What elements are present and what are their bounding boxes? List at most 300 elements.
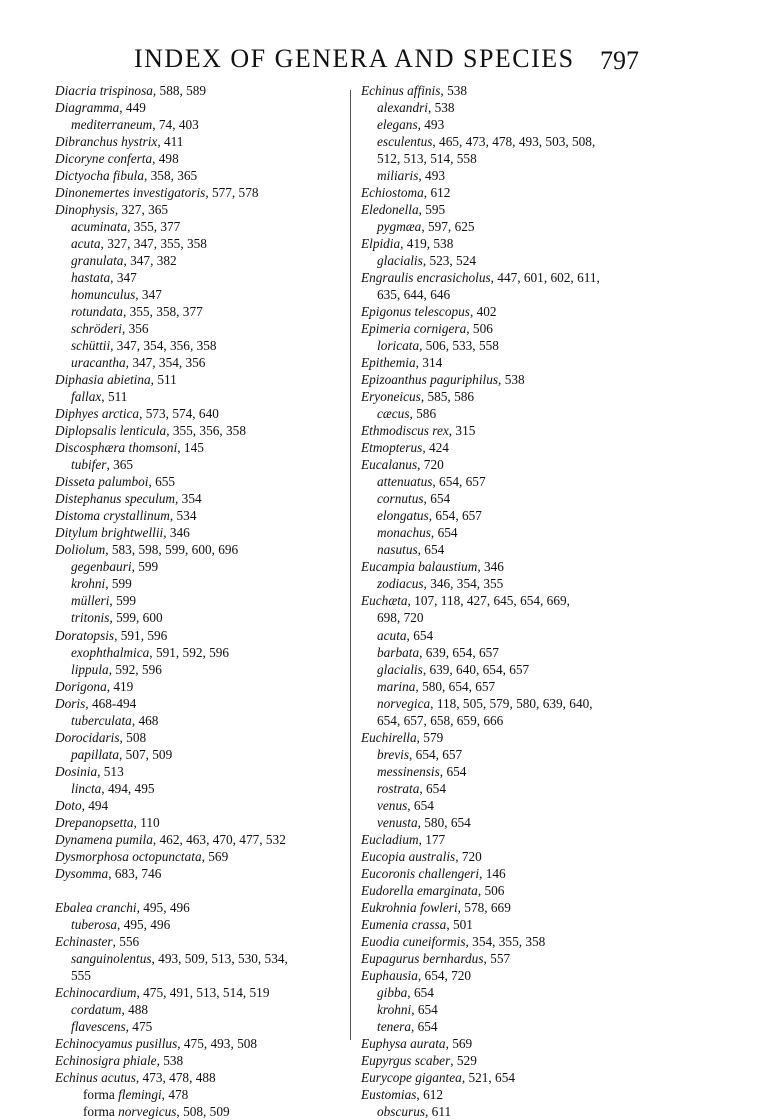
page-references: , 654, 657 xyxy=(409,746,463,762)
page-references: , 513 xyxy=(97,763,124,779)
index-subentry xyxy=(361,167,751,184)
page-references: , 402 xyxy=(469,304,497,320)
page-references: , 346 xyxy=(163,525,190,541)
page-references: , 588, 589 xyxy=(152,83,207,98)
index-entry xyxy=(361,558,751,575)
taxon-name: Distoma crystallinum xyxy=(55,508,170,524)
taxon-name: barbata xyxy=(377,644,420,660)
index-entry xyxy=(55,473,345,490)
index-entry xyxy=(55,899,345,916)
taxon-name: gegenbauri xyxy=(71,559,132,575)
index-subentry xyxy=(361,575,751,592)
page-references: , 538 xyxy=(498,372,525,388)
taxon-name: marina xyxy=(377,678,416,694)
taxon-name: Euchæta xyxy=(361,593,408,609)
index-subentry xyxy=(361,627,751,644)
index-subentry xyxy=(361,814,751,831)
index-entry xyxy=(361,1035,751,1052)
page-references: , 654 xyxy=(407,984,434,1000)
taxon-name: Eupagurus bernhardus xyxy=(361,950,484,966)
index-subentry xyxy=(55,1086,345,1103)
page-header xyxy=(0,44,776,84)
index-subentry xyxy=(55,1018,345,1035)
index-entry xyxy=(55,695,345,712)
taxon-name: cornutus xyxy=(377,491,424,507)
taxon-name: krohni xyxy=(377,1001,412,1017)
index-entry xyxy=(55,490,345,507)
page-references: 654, 657, 658, 659, 666 xyxy=(377,712,504,728)
page-references: , 494, 495 xyxy=(101,780,155,796)
index-entry xyxy=(361,933,751,950)
taxon-name: elegans xyxy=(377,117,418,133)
taxon-name: acuta xyxy=(377,627,407,643)
page-references: , 511 xyxy=(150,372,177,388)
page-references: , 585, 586 xyxy=(420,389,475,405)
taxon-name: Echinaster xyxy=(55,933,113,949)
taxon-name: granulata xyxy=(71,253,124,269)
taxon-name: uracantha xyxy=(71,355,126,371)
taxon-name: exophthalmica xyxy=(71,644,150,660)
page-references: , 346 xyxy=(477,559,504,575)
index-entry xyxy=(55,99,345,116)
section-gap xyxy=(55,882,345,899)
index-subentry xyxy=(361,116,751,133)
page-references: 555 xyxy=(71,967,91,983)
page-references: , 475 xyxy=(125,1018,153,1034)
page-references: , 639, 640, 654, 657 xyxy=(422,661,530,677)
page-references: , 506, 533, 558 xyxy=(419,338,499,354)
index-entry xyxy=(361,371,751,388)
page-references: , 591, 592, 596 xyxy=(149,644,230,660)
index-continuation xyxy=(361,609,751,626)
page-references: , 315 xyxy=(448,423,476,439)
index-subentry xyxy=(55,116,345,133)
index-entry xyxy=(361,184,751,201)
taxon-name: Echinosigra phiale xyxy=(55,1052,157,1068)
page-references: 512, 513, 514, 558 xyxy=(377,151,477,167)
taxon-name: tenera xyxy=(377,1018,411,1034)
page-references: , 355, 358, 377 xyxy=(122,304,203,320)
page-references: , 595 xyxy=(418,202,446,218)
taxon-name: hastata xyxy=(71,270,111,286)
taxon-name: Euphausia xyxy=(361,967,418,983)
page-references: , 424 xyxy=(422,440,449,456)
index-subentry xyxy=(361,541,751,558)
taxon-name: flemingi xyxy=(118,1086,162,1102)
taxon-name: Drepanopsetta xyxy=(55,814,134,830)
page-references: , 556 xyxy=(112,933,140,949)
page-references: , 523, 524 xyxy=(422,253,476,269)
left-index-column xyxy=(55,82,345,1120)
page-references: , 720 xyxy=(455,848,482,864)
taxon-name: obscurus xyxy=(377,1103,426,1119)
taxon-name: lippula xyxy=(71,661,109,677)
index-subentry xyxy=(361,524,751,541)
page-references: , 508 xyxy=(119,729,147,745)
index-entry xyxy=(55,150,345,167)
page-references: , 478 xyxy=(161,1086,189,1102)
taxon-name: sanguinolentus xyxy=(71,950,152,966)
taxon-name: glacialis xyxy=(377,253,423,269)
index-subentry xyxy=(55,235,345,252)
page-references: , 465, 473, 478, 493, 503, 508, xyxy=(432,134,596,150)
taxon-name: Etmopterus xyxy=(361,440,423,456)
page-references: , 654 xyxy=(439,763,467,779)
index-subentry xyxy=(361,405,751,422)
index-subentry xyxy=(361,797,751,814)
index-entry xyxy=(361,916,751,933)
taxon-name: fallax xyxy=(71,389,102,405)
taxon-name: Eurycope gigantea xyxy=(361,1069,462,1085)
page-references: , 521, 654 xyxy=(461,1069,515,1085)
page-references: , 557 xyxy=(483,950,511,966)
index-entry xyxy=(361,82,751,99)
page-references: , 655 xyxy=(148,474,176,490)
page-references: , 612 xyxy=(423,185,451,201)
index-entry xyxy=(55,1052,345,1069)
index-entry xyxy=(55,541,345,558)
page-number: 797 xyxy=(600,46,639,75)
index-entry xyxy=(55,933,345,950)
entry-prefix: forma xyxy=(83,1086,119,1102)
page-references: , 654, 720 xyxy=(417,967,472,983)
index-subentry xyxy=(55,354,345,371)
taxon-name: Doris xyxy=(55,695,86,711)
index-entry xyxy=(361,1052,751,1069)
page-references: , 654 xyxy=(419,780,446,796)
page-references: , 346, 354, 355 xyxy=(423,576,504,592)
taxon-name: Eupyrgus scaber xyxy=(361,1052,451,1068)
taxon-name: gibba xyxy=(377,984,408,1000)
index-subentry xyxy=(361,252,751,269)
taxon-name: Diacria trispinosa xyxy=(55,83,153,98)
taxon-name: Dinonemertes investigatoris xyxy=(55,185,206,201)
index-entry xyxy=(55,405,345,422)
page-references: , 498 xyxy=(152,151,179,167)
index-subentry xyxy=(361,133,751,150)
index-subentry xyxy=(55,712,345,729)
taxon-name: acuminata xyxy=(71,219,128,235)
page-references: , 449 xyxy=(119,100,146,116)
index-subentry xyxy=(55,780,345,797)
page-references: , 580, 654 xyxy=(417,814,471,830)
taxon-name: Epizoanthus paguriphilus xyxy=(361,372,499,388)
page-references: , 488 xyxy=(121,1001,149,1017)
index-entry xyxy=(361,899,751,916)
index-entry xyxy=(361,439,751,456)
page-references: , 599 xyxy=(105,576,132,592)
page-references: , 654, 657 xyxy=(428,508,482,524)
page-references: , 358, 365 xyxy=(144,168,198,184)
taxon-name: Dorigona xyxy=(55,678,107,694)
page-references: , 74, 403 xyxy=(152,117,199,133)
index-continuation xyxy=(361,712,751,729)
index-entry xyxy=(361,1069,751,1086)
page-references: , 683, 746 xyxy=(108,865,162,881)
taxon-name: Echinus acutus xyxy=(55,1069,136,1085)
index-subentry xyxy=(55,303,345,320)
taxon-name: Ethmodiscus rex xyxy=(361,423,449,439)
page-references: , 538 xyxy=(440,83,468,98)
taxon-name: alexandri xyxy=(377,100,428,116)
page-references: , 654, 657 xyxy=(432,474,486,490)
index-entry xyxy=(55,184,345,201)
taxon-name: tritonis xyxy=(71,610,110,626)
taxon-name: zodiacus xyxy=(377,576,424,592)
taxon-name: Echinocyamus pusillus xyxy=(55,1035,178,1051)
page-references: , 493, 509, 513, 530, 534, xyxy=(151,950,288,966)
taxon-name: Elpidia xyxy=(361,236,401,252)
taxon-name: Doto xyxy=(55,797,82,813)
index-subentry xyxy=(361,1001,751,1018)
taxon-name: Diphyes arctica xyxy=(55,406,140,422)
index-entry xyxy=(55,984,345,1001)
page-references: , 639, 654, 657 xyxy=(419,644,499,660)
page-references: , 654 xyxy=(407,797,434,813)
taxon-name: norvegica xyxy=(377,695,431,711)
index-entry xyxy=(55,1069,345,1086)
taxon-name: Epithemia xyxy=(361,355,416,371)
page-references: , 599, 600 xyxy=(109,610,163,626)
taxon-name: mülleri xyxy=(71,593,110,609)
page-references: , 494 xyxy=(81,797,109,813)
page-references: , 473, 478, 488 xyxy=(135,1069,216,1085)
taxon-name: Eudorella emarginata xyxy=(361,882,478,898)
taxon-name: glacialis xyxy=(377,661,423,677)
page-references: , 583, 598, 599, 600, 696 xyxy=(105,542,239,558)
page-references: , 569 xyxy=(445,1035,473,1051)
page-references: , 365 xyxy=(106,457,134,473)
taxon-name: Dysomma xyxy=(55,865,109,881)
page-references: , 493 xyxy=(418,168,445,184)
index-entry xyxy=(55,627,345,644)
page-references: , 447, 601, 602, 611, xyxy=(490,270,600,286)
page-references: , 578, 669 xyxy=(457,899,511,915)
page-references: , 573, 574, 640 xyxy=(139,406,219,422)
page-references: , 347, 354, 356, 358 xyxy=(110,338,217,354)
page-references: 698, 720 xyxy=(377,610,424,626)
page-references: , 411 xyxy=(157,134,184,150)
index-subentry xyxy=(55,1001,345,1018)
index-entry xyxy=(361,422,751,439)
index-entry xyxy=(361,303,751,320)
index-subentry xyxy=(55,320,345,337)
index-subentry xyxy=(361,490,751,507)
page-references: , 493 xyxy=(417,117,445,133)
index-entry xyxy=(361,235,751,252)
index-entry xyxy=(55,1035,345,1052)
index-entry xyxy=(55,848,345,865)
page-references: , 580, 654, 657 xyxy=(415,678,496,694)
index-entry xyxy=(55,82,345,99)
index-entry xyxy=(361,269,751,286)
index-entry xyxy=(361,320,751,337)
taxon-name: schüttii xyxy=(71,338,111,354)
index-subentry xyxy=(55,269,345,286)
index-subentry xyxy=(361,746,751,763)
taxon-name: Eukrohnia fowleri xyxy=(361,899,458,915)
page-references: , 654 xyxy=(423,491,451,507)
index-entry xyxy=(361,831,751,848)
taxon-name: Eucladium xyxy=(361,831,419,847)
index-subentry xyxy=(55,950,345,967)
index-entry xyxy=(55,831,345,848)
index-subentry xyxy=(55,218,345,235)
page-references: , 327, 347, 355, 358 xyxy=(100,236,207,252)
taxon-name: Eumenia crassa xyxy=(361,916,447,932)
index-entry xyxy=(361,848,751,865)
index-entry xyxy=(55,678,345,695)
taxon-name: Diagramma xyxy=(55,100,120,116)
page-references: , 577, 578 xyxy=(205,185,259,201)
index-entry xyxy=(55,524,345,541)
index-entry xyxy=(55,422,345,439)
entry-prefix: forma xyxy=(83,1103,119,1119)
page-references: , 654 xyxy=(430,525,458,541)
taxon-name: mediterraneum xyxy=(71,117,153,133)
taxon-name: cordatum xyxy=(71,1001,122,1017)
page-references: , 569 xyxy=(201,848,229,864)
index-entry xyxy=(55,507,345,524)
taxon-name: monachus xyxy=(377,525,431,541)
index-entry xyxy=(361,729,751,746)
index-entry xyxy=(361,388,751,405)
page-references: , 354, 355, 358 xyxy=(465,933,546,949)
page-references: , 475, 493, 508 xyxy=(177,1035,258,1051)
index-entry xyxy=(55,167,345,184)
taxon-name: Eryoneicus xyxy=(361,389,421,405)
page-references: , 506 xyxy=(466,321,493,337)
index-subentry xyxy=(55,644,345,661)
index-entry xyxy=(361,456,751,473)
index-subentry xyxy=(55,337,345,354)
page-references: , 347 xyxy=(110,270,137,286)
index-subentry xyxy=(361,984,751,1001)
column-divider xyxy=(350,90,351,1040)
taxon-name: tubifer xyxy=(71,457,107,473)
page-references: , 508, 509 xyxy=(176,1103,230,1119)
page-references: , 591, 596 xyxy=(114,627,168,643)
page-references: , 654 xyxy=(417,542,445,558)
taxon-name: tuberosa xyxy=(71,916,118,932)
index-subentry xyxy=(361,780,751,797)
taxon-name: flavescens xyxy=(71,1018,126,1034)
index-entry xyxy=(361,967,751,984)
taxon-name: tuberculata xyxy=(71,712,132,728)
page-references: , 347 xyxy=(135,287,162,303)
page-references: , 468 xyxy=(131,712,159,728)
index-entry xyxy=(361,592,751,609)
taxon-name: Dictyocha fibula xyxy=(55,168,144,184)
page-references: , 538 xyxy=(427,100,455,116)
taxon-name: krohni xyxy=(71,576,106,592)
index-subentry xyxy=(361,1103,751,1120)
page-references: , 495, 496 xyxy=(136,899,190,915)
taxon-name: Doratopsis xyxy=(55,627,115,643)
index-subentry xyxy=(361,644,751,661)
taxon-name: cæcus xyxy=(377,406,410,422)
right-index-column xyxy=(361,82,751,1120)
index-subentry xyxy=(55,592,345,609)
taxon-name: Eucampia balaustium xyxy=(361,559,478,575)
taxon-name: Echinocardium xyxy=(55,984,137,1000)
taxon-name: Distephanus speculum xyxy=(55,491,176,507)
page-references: , 534 xyxy=(169,508,197,524)
page-references: , 501 xyxy=(446,916,473,932)
page-references: , 720 xyxy=(417,457,444,473)
index-continuation xyxy=(361,286,751,303)
taxon-name: Dynamena pumila xyxy=(55,831,153,847)
page-references: , 314 xyxy=(415,355,443,371)
page-references: , 654 xyxy=(411,1001,438,1017)
index-subentry xyxy=(361,678,751,695)
index-entry xyxy=(361,201,751,218)
index-entry xyxy=(55,133,345,150)
page-references: , 612 xyxy=(416,1086,444,1102)
page-references: , 356 xyxy=(121,321,149,337)
page-references: , 611 xyxy=(425,1103,452,1119)
index-subentry xyxy=(361,1018,751,1035)
taxon-name: Eucopia australis xyxy=(361,848,456,864)
taxon-name: Echinus affinis xyxy=(361,83,441,98)
taxon-name: messinensis xyxy=(377,763,440,779)
taxon-name: papillata xyxy=(71,746,120,762)
taxon-name: Disseta palumboi xyxy=(55,474,149,490)
index-entry xyxy=(361,950,751,967)
index-entry xyxy=(55,729,345,746)
page-references: , 355, 356, 358 xyxy=(166,423,246,439)
taxon-name: brevis xyxy=(377,746,410,762)
index-entry xyxy=(361,882,751,899)
page-title: INDEX OF GENERA AND SPECIES xyxy=(134,44,575,73)
page-references: , 177 xyxy=(418,831,446,847)
taxon-name: Dysmorphosa octopunctata xyxy=(55,848,202,864)
index-subentry xyxy=(361,337,751,354)
index-subentry xyxy=(55,575,345,592)
taxon-name: Euchirella xyxy=(361,729,417,745)
taxon-name: Eucoronis challengeri xyxy=(361,865,480,881)
page-references: , 118, 505, 579, 580, 639, 640, xyxy=(430,695,593,711)
page-references: , 586 xyxy=(409,406,437,422)
index-subentry xyxy=(361,695,751,712)
page-references: , 354 xyxy=(175,491,202,507)
taxon-name: esculentus xyxy=(377,134,433,150)
taxon-name: Diphasia abietina xyxy=(55,372,151,388)
page-references: , 538 xyxy=(156,1052,184,1068)
page-references: , 107, 118, 427, 645, 654, 669, xyxy=(407,593,570,609)
page-references: , 347, 382 xyxy=(123,253,177,269)
page-references: , 592, 596 xyxy=(108,661,162,677)
taxon-name: Epimeria cornigera xyxy=(361,321,467,337)
page-references: , 327, 365 xyxy=(114,202,169,218)
taxon-name: pygmæa xyxy=(377,219,422,235)
page-references: , 599 xyxy=(131,559,159,575)
taxon-name: nasutus xyxy=(377,542,418,558)
index-entry xyxy=(55,201,345,218)
taxon-name: Diplopsalis lenticula xyxy=(55,423,167,439)
index-entry xyxy=(55,865,345,882)
index-subentry xyxy=(55,252,345,269)
taxon-name: venusta xyxy=(377,814,418,830)
page-references: , 529 xyxy=(450,1052,477,1068)
taxon-name: Dinophysis xyxy=(55,202,115,218)
taxon-name: Dibranchus hystrix xyxy=(55,134,158,150)
taxon-name: Engraulis encrasicholus xyxy=(361,270,491,286)
page-references: , 110 xyxy=(133,814,160,830)
page-references: , 419, 538 xyxy=(400,236,454,252)
page-references: , 579 xyxy=(416,729,444,745)
index-subentry xyxy=(55,661,345,678)
